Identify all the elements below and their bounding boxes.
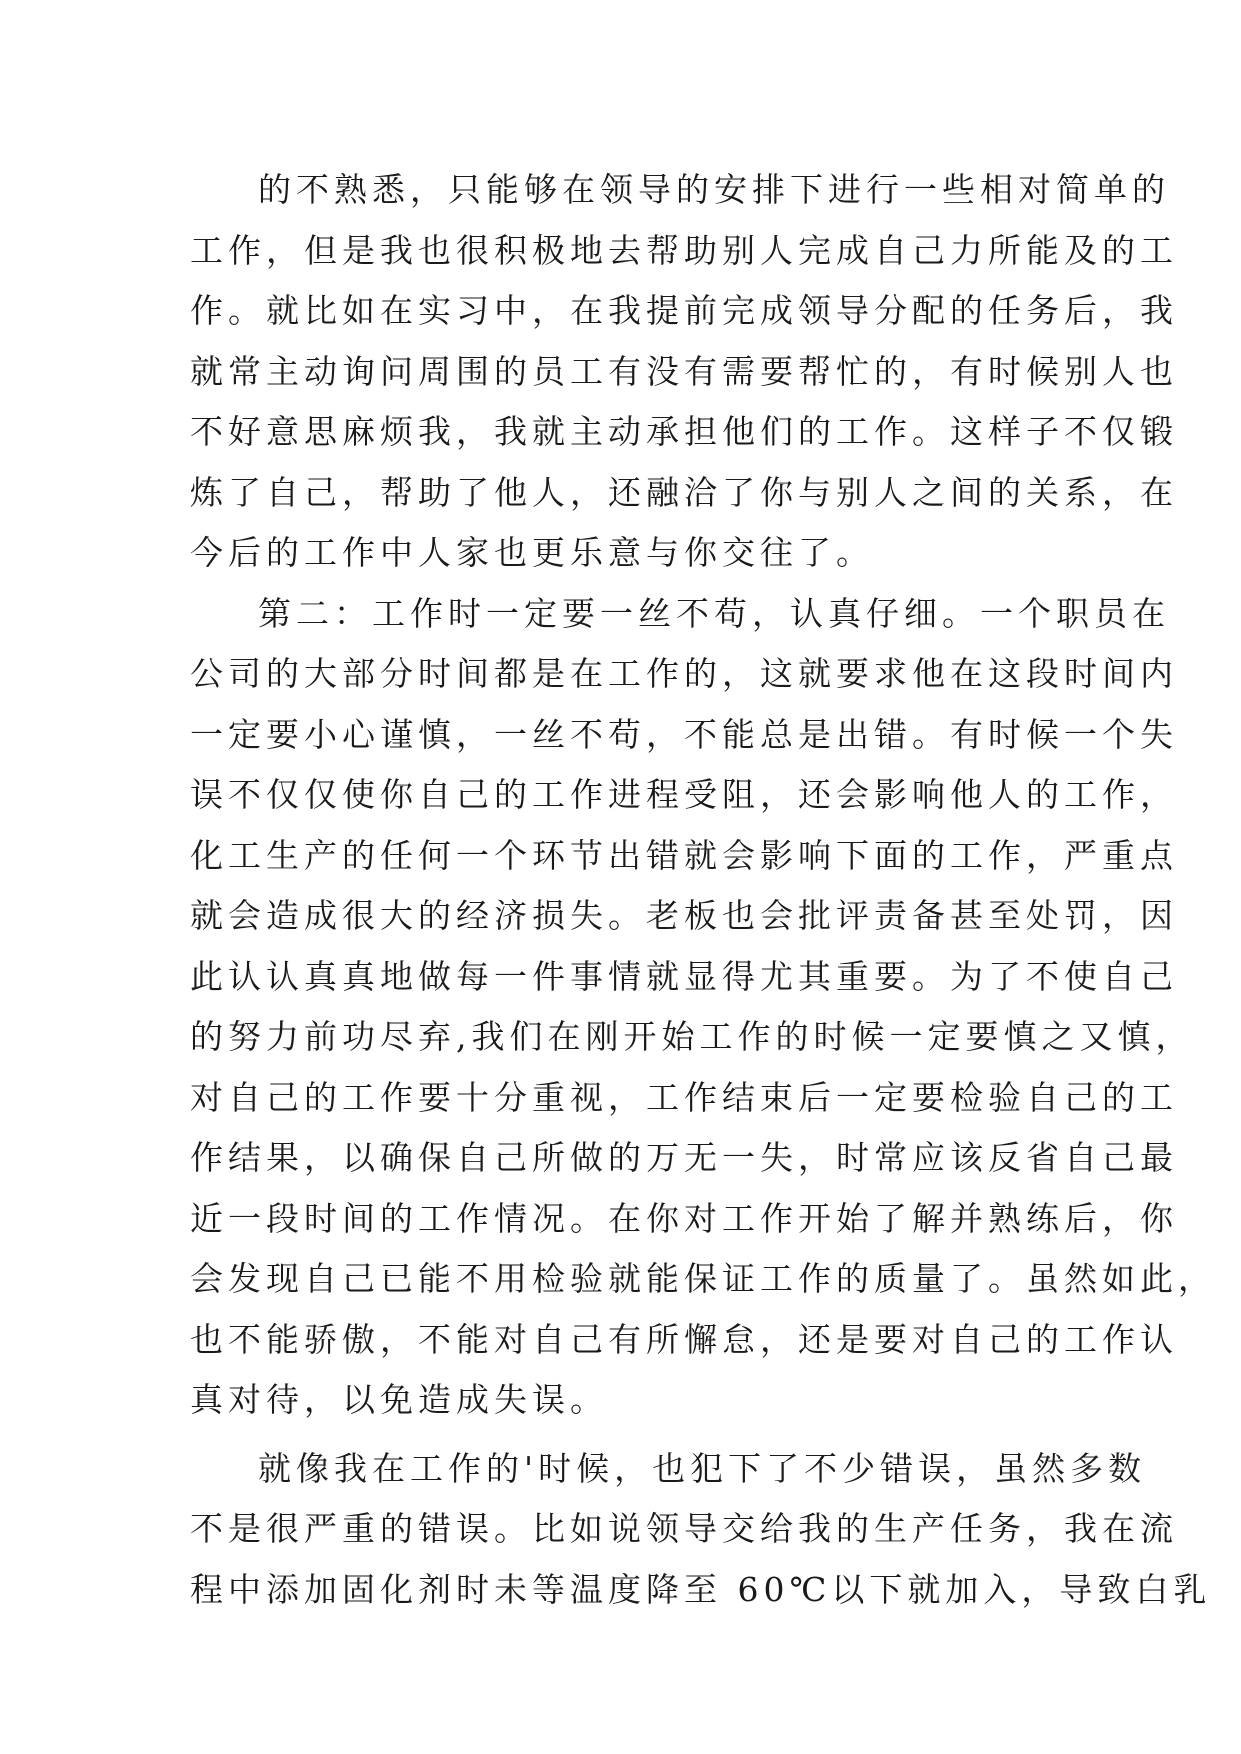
text-line: 就像我在工作的'时候，也犯下了不少错误，虽然多数 [258,1448,1147,1488]
text-line: 今后的工作中人家也更乐意与你交往了。 [190,533,874,572]
text-line: 不是很严重的错误。比如说领导交给我的生产任务，我在流 [190,1509,1178,1548]
text-line: 真对待，以免造成失误。 [190,1380,608,1419]
text-line: 作。就比如在实习中，在我提前完成领导分配的任务后，我 [190,291,1178,330]
text-line: 近一段时间的工作情况。在你对工作开始了解并熟练后，你 [190,1198,1178,1238]
text-line: 的不熟悉，只能够在领导的安排下进行一些相对简单的 [258,170,1170,209]
text-line: 程中添加固化剂时未等温度降至 60℃以下就加入，导致白乳 [190,1569,1212,1609]
text-line: 第二：工作时一定要一丝不苟，认真仔细。一个职员在 [258,593,1170,633]
paragraph-3 [190,1439,1212,1621]
paragraph-2 [190,584,1216,1431]
document-body [190,160,1216,1620]
text-line: 炼了自己，帮助了他人，还融洽了你与别人之间的关系，在 [190,472,1178,512]
text-line: 的努力前功尽弃,我们在刚开始工作的时候一定要慎之又慎， [190,1017,1194,1056]
text-line: 工作，但是我也很积极地去帮助别人完成自己力所能及的工 [190,230,1178,270]
text-line: 一定要小心谨慎，一丝不苟，不能总是出错。有时候一个失 [190,714,1178,754]
text-line: 公司的大部分时间都是在工作的，这就要求他在这段时间内 [190,654,1178,693]
paragraph-gap [190,1431,1060,1439]
text-line: 作结果，以确保自己所做的万无一失，时常应该反省自己最 [190,1138,1178,1177]
text-line: 对自己的工作要十分重视，工作结束后一定要检验自己的工 [190,1077,1178,1117]
paragraph-1 [190,160,1178,584]
text-line: 此认认真真地做每一件事情就显得尤其重要。为了不使自己 [190,956,1178,996]
text-line: 就会造成很大的经济损失。老板也会批评责备甚至处罚，因 [190,896,1178,935]
text-line: 也不能骄傲，不能对自己有所懈怠，还是要对自己的工作认 [190,1319,1178,1359]
text-line: 会发现自己已能不用检验就能保证工作的质量了。虽然如此， [190,1259,1216,1298]
text-line: 化工生产的任何一个环节出错就会影响下面的工作，严重点 [190,835,1178,875]
text-line: 就常主动询问周围的员工有没有需要帮忙的，有时候别人也 [190,351,1178,391]
text-line: 误不仅仅使你自己的工作进程受阻，还会影响他人的工作， [190,775,1178,814]
text-line: 不好意思麻烦我，我就主动承担他们的工作。这样子不仅锻 [190,412,1178,451]
